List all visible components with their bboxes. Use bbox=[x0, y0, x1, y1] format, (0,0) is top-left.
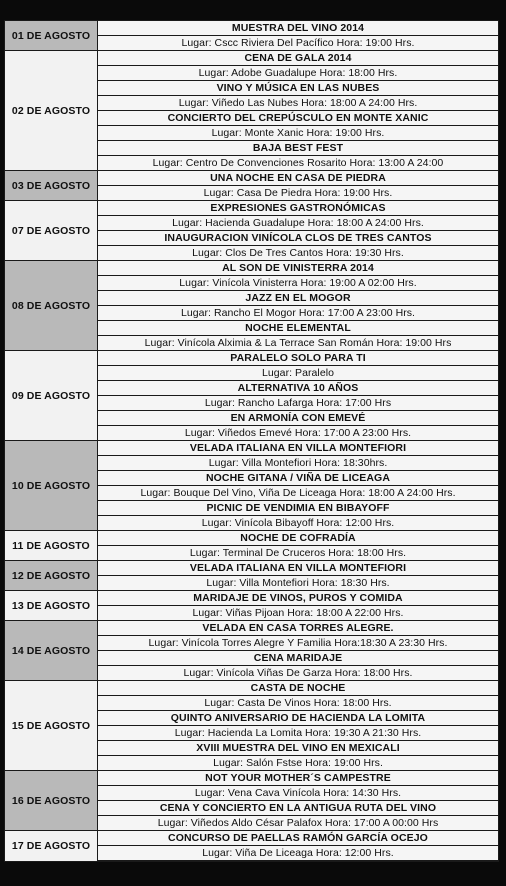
event-title: JAZZ EN EL MOGOR bbox=[98, 291, 499, 306]
date-cell: 12 DE AGOSTO bbox=[5, 561, 98, 591]
event-title-row bbox=[5, 591, 499, 606]
event-place: Lugar: Vinícola Bibayoff Hora: 12:00 Hrs. bbox=[98, 516, 499, 531]
event-place: Lugar: Vinícola Torres Alegre Y Familia Hora:18:30 A 23:30 Hrs. bbox=[98, 636, 499, 651]
event-title-row bbox=[5, 531, 499, 546]
event-title: EN ARMONÍA CON EMEVÉ bbox=[98, 411, 499, 426]
event-place: Lugar: Villa Montefiori Hora: 18:30hrs. bbox=[98, 456, 499, 471]
event-title-row bbox=[5, 51, 499, 66]
date-cell: 17 DE AGOSTO bbox=[5, 831, 98, 862]
event-place: Lugar: Cscc Riviera Del Pacífico Hora: 19:00 Hrs. bbox=[98, 36, 499, 51]
event-place: Lugar: Bouque Del Vino, Viña De Liceaga Hora: 18:00 A 24:00 Hrs. bbox=[98, 486, 499, 501]
event-place: Lugar: Viñedos Aldo César Palafox Hora: 17:00 A 00:00 Hrs bbox=[98, 816, 499, 831]
event-title: INAUGURACION VINÍCOLA CLOS DE TRES CANTOS bbox=[98, 231, 499, 246]
event-title-row bbox=[5, 561, 499, 576]
event-place: Lugar: Rancho El Mogor Hora: 17:00 A 23:00 Hrs. bbox=[98, 306, 499, 321]
date-cell: 11 DE AGOSTO bbox=[5, 531, 98, 561]
date-cell: 07 DE AGOSTO bbox=[5, 201, 98, 261]
event-place: Lugar: Casa De Piedra Hora: 19:00 Hrs. bbox=[98, 186, 499, 201]
event-title: CONCIERTO DEL CREPÚSCULO EN MONTE XANIC bbox=[98, 111, 499, 126]
event-title: NOCHE GITANA / VIÑA DE LICEAGA bbox=[98, 471, 499, 486]
event-place: Lugar: Monte Xanic Hora: 19:00 Hrs. bbox=[98, 126, 499, 141]
date-cell: 16 DE AGOSTO bbox=[5, 771, 98, 831]
event-title-row bbox=[5, 831, 499, 846]
event-place: Lugar: Vinícola Viñas De Garza Hora: 18:00 Hrs. bbox=[98, 666, 499, 681]
event-title: MUESTRA DEL VINO 2014 bbox=[98, 21, 499, 36]
event-title: VELADA ITALIANA EN VILLA MONTEFIORI bbox=[98, 441, 499, 456]
event-place: Lugar: Terminal De Cruceros Hora: 18:00 Hrs. bbox=[98, 546, 499, 561]
event-place: Lugar: Viñas Pijoan Hora: 18:00 A 22:00 Hrs. bbox=[98, 606, 499, 621]
event-title: CONCURSO DE PAELLAS RAMÓN GARCÍA OCEJO bbox=[98, 831, 499, 846]
date-cell: 03 DE AGOSTO bbox=[5, 171, 98, 201]
date-cell: 09 DE AGOSTO bbox=[5, 351, 98, 441]
date-cell: 02 DE AGOSTO bbox=[5, 51, 98, 171]
event-place: Lugar: Rancho Lafarga Hora: 17:00 Hrs bbox=[98, 396, 499, 411]
event-title-row bbox=[5, 681, 499, 696]
event-title: BAJA BEST FEST bbox=[98, 141, 499, 156]
event-place: Lugar: Viñedos Emevé Hora: 17:00 A 23:00 Hrs. bbox=[98, 426, 499, 441]
event-place: Lugar: Vinícola Vinisterra Hora: 19:00 A 02:00 Hrs. bbox=[98, 276, 499, 291]
event-title: QUINTO ANIVERSARIO DE HACIENDA LA LOMITA bbox=[98, 711, 499, 726]
event-title: CENA DE GALA 2014 bbox=[98, 51, 499, 66]
event-title-row bbox=[5, 771, 499, 786]
event-title-row bbox=[5, 351, 499, 366]
date-cell: 08 DE AGOSTO bbox=[5, 261, 98, 351]
event-title: MARIDAJE DE VINOS, PUROS Y COMIDA bbox=[98, 591, 499, 606]
event-title: ALTERNATIVA 10 AÑOS bbox=[98, 381, 499, 396]
event-title: AL SON DE VINISTERRA 2014 bbox=[98, 261, 499, 276]
event-place: Lugar: Vena Cava Vinícola Hora: 14:30 Hrs. bbox=[98, 786, 499, 801]
event-title: PICNIC DE VENDIMIA EN BIBAYOFF bbox=[98, 501, 499, 516]
date-cell: 01 DE AGOSTO bbox=[5, 21, 98, 51]
date-cell: 14 DE AGOSTO bbox=[5, 621, 98, 681]
event-title: PARALELO SOLO PARA TI bbox=[98, 351, 499, 366]
event-place: Lugar: Salón Fstse Hora: 19:00 Hrs. bbox=[98, 756, 499, 771]
event-title-row bbox=[5, 441, 499, 456]
event-title: NOCHE DE COFRADÍA bbox=[98, 531, 499, 546]
event-place: Lugar: Villa Montefiori Hora: 18:30 Hrs. bbox=[98, 576, 499, 591]
event-title-row bbox=[5, 21, 499, 36]
event-title: CASTA DE NOCHE bbox=[98, 681, 499, 696]
event-title-row bbox=[5, 171, 499, 186]
event-title-row bbox=[5, 621, 499, 636]
event-title: VINO Y MÚSICA EN LAS NUBES bbox=[98, 81, 499, 96]
event-title-row bbox=[5, 261, 499, 276]
event-place: Lugar: Paralelo bbox=[98, 366, 499, 381]
event-title: XVIII MUESTRA DEL VINO EN MEXICALI bbox=[98, 741, 499, 756]
event-title: NOCHE ELEMENTAL bbox=[98, 321, 499, 336]
event-place: Lugar: Viña De Liceaga Hora: 12:00 Hrs. bbox=[98, 846, 499, 862]
event-title-row bbox=[5, 201, 499, 216]
event-place: Lugar: Hacienda La Lomita Hora: 19:30 A 21:30 Hrs. bbox=[98, 726, 499, 741]
event-place: Lugar: Hacienda Guadalupe Hora: 18:00 A 24:00 Hrs. bbox=[98, 216, 499, 231]
event-place: Lugar: Clos De Tres Cantos Hora: 19:30 Hrs. bbox=[98, 246, 499, 261]
schedule-table bbox=[4, 20, 499, 862]
event-title: CENA MARIDAJE bbox=[98, 651, 499, 666]
event-title: UNA NOCHE EN CASA DE PIEDRA bbox=[98, 171, 499, 186]
date-cell: 10 DE AGOSTO bbox=[5, 441, 98, 531]
event-place: Lugar: Centro De Convenciones Rosarito Hora: 13:00 A 24:00 bbox=[98, 156, 499, 171]
event-place: Lugar: Viñedo Las Nubes Hora: 18:00 A 24:00 Hrs. bbox=[98, 96, 499, 111]
schedule-body bbox=[5, 21, 499, 862]
event-title: EXPRESIONES GASTRONÓMICAS bbox=[98, 201, 499, 216]
date-cell: 15 DE AGOSTO bbox=[5, 681, 98, 771]
event-title: NOT YOUR MOTHER´S CAMPESTRE bbox=[98, 771, 499, 786]
event-title: CENA Y CONCIERTO EN LA ANTIGUA RUTA DEL VINO bbox=[98, 801, 499, 816]
event-place: Lugar: Casta De Vinos Hora: 18:00 Hrs. bbox=[98, 696, 499, 711]
event-title: VELADA EN CASA TORRES ALEGRE. bbox=[98, 621, 499, 636]
date-cell: 13 DE AGOSTO bbox=[5, 591, 98, 621]
event-title: VELADA ITALIANA EN VILLA MONTEFIORI bbox=[98, 561, 499, 576]
event-place: Lugar: Adobe Guadalupe Hora: 18:00 Hrs. bbox=[98, 66, 499, 81]
event-place: Lugar: Vinícola Alximia & La Terrace San Román Hora: 19:00 Hrs bbox=[98, 336, 499, 351]
